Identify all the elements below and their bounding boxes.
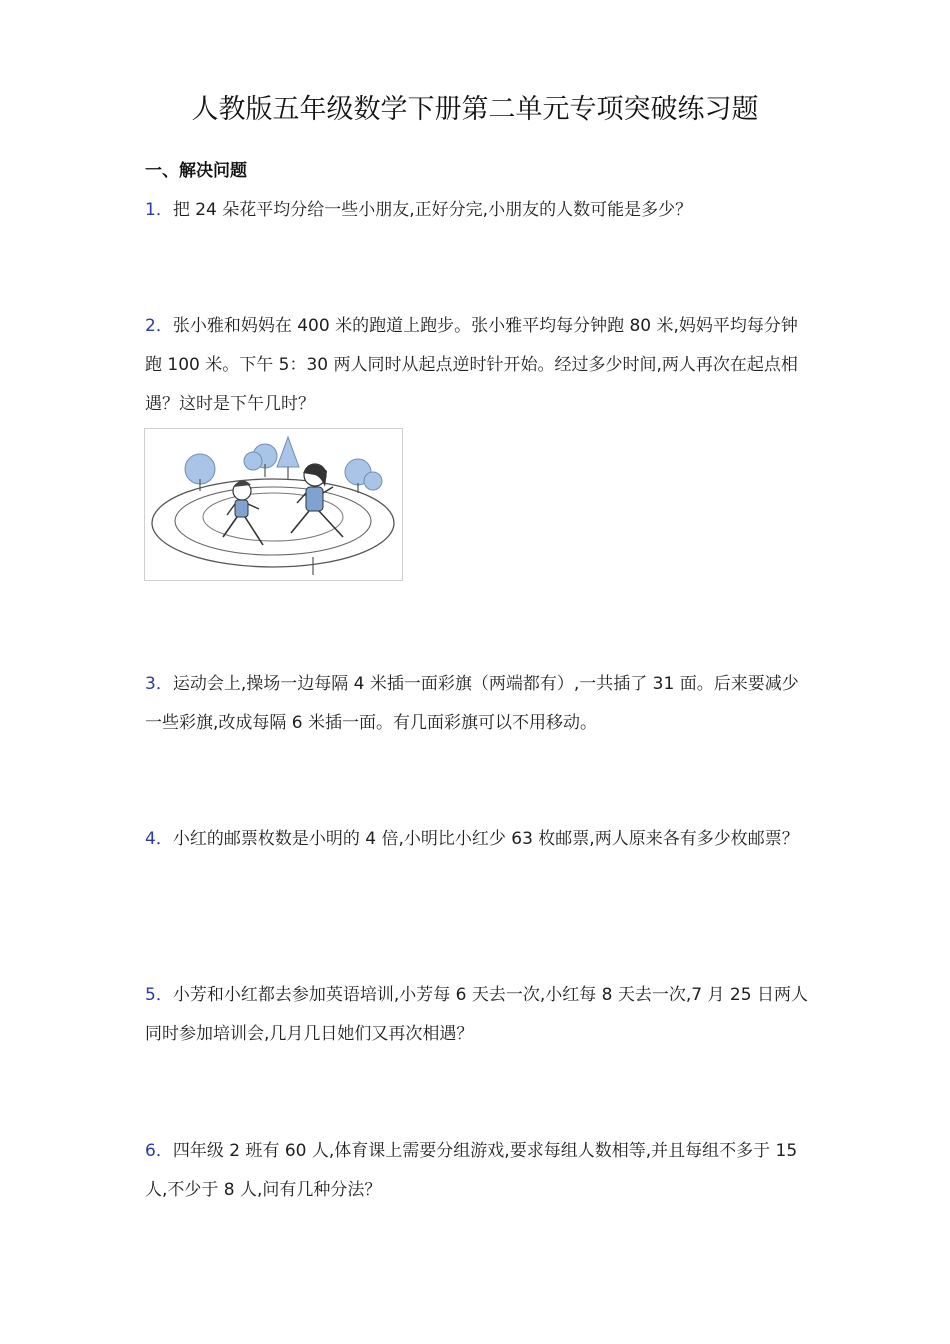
tree-icon xyxy=(345,459,382,493)
question-text: 小芳和小红都去参加英语培训,小芳每 6 天去一次,小红每 8 天去一次,7 月 25 日两人同时参加培训会,几月几日她们又再次相遇？ xyxy=(145,985,808,1044)
question-number: 1． xyxy=(145,200,173,220)
tree-icon xyxy=(244,452,262,470)
question-number: 3． xyxy=(145,674,173,694)
question-text: 四年级 2 班有 60 人,体育课上需要分组游戏,要求每组人数相等,并且每组不多于 15 人,不少于 8 人,问有几种分法？ xyxy=(145,1141,798,1200)
question-text: 运动会上,操场一边每隔 4 米插一面彩旗（两端都有）,一共插了 31 面。后来要减少一些彩旗,改成每隔 6 米插一面。有几面彩旗可以不用移动。 xyxy=(145,674,799,733)
track-drawing xyxy=(145,429,402,580)
question-2 xyxy=(145,307,810,424)
section-heading: 一、解决问题 xyxy=(145,161,247,181)
girl-runner-icon xyxy=(291,464,343,537)
track-outer-line xyxy=(152,479,394,567)
document-title: 人教版五年级数学下册第二单元专项突破练习题 xyxy=(191,94,759,125)
question-4 xyxy=(145,820,810,859)
question-text: 小红的邮票枚数是小明的 4 倍,小明比小红少 63 枚邮票,两人原来各有多少枚邮票？ xyxy=(172,829,799,849)
question-number: 6． xyxy=(145,1141,173,1161)
question-text: 张小雅和妈妈在 400 米的跑道上跑步。张小雅平均每分钟跑 80 米,妈妈平均每分钟跑 100 米。下午 5：30 两人同时从起点逆时针开始。经过多少时间,两人再次在起点相遇？这时是下午几时？ xyxy=(145,316,798,414)
question-number: 4． xyxy=(145,829,173,849)
question-5 xyxy=(145,976,810,1054)
question-3 xyxy=(145,665,810,743)
question-number: 5． xyxy=(145,985,173,1005)
question-text: 把 24 朵花平均分给一些小朋友,正好分完,小朋友的人数可能是多少？ xyxy=(172,200,693,220)
question-6 xyxy=(145,1132,810,1210)
tree-icon xyxy=(277,437,299,479)
question-1 xyxy=(145,191,810,230)
question-number: 2． xyxy=(145,316,173,336)
running-track-illustration xyxy=(144,428,403,581)
